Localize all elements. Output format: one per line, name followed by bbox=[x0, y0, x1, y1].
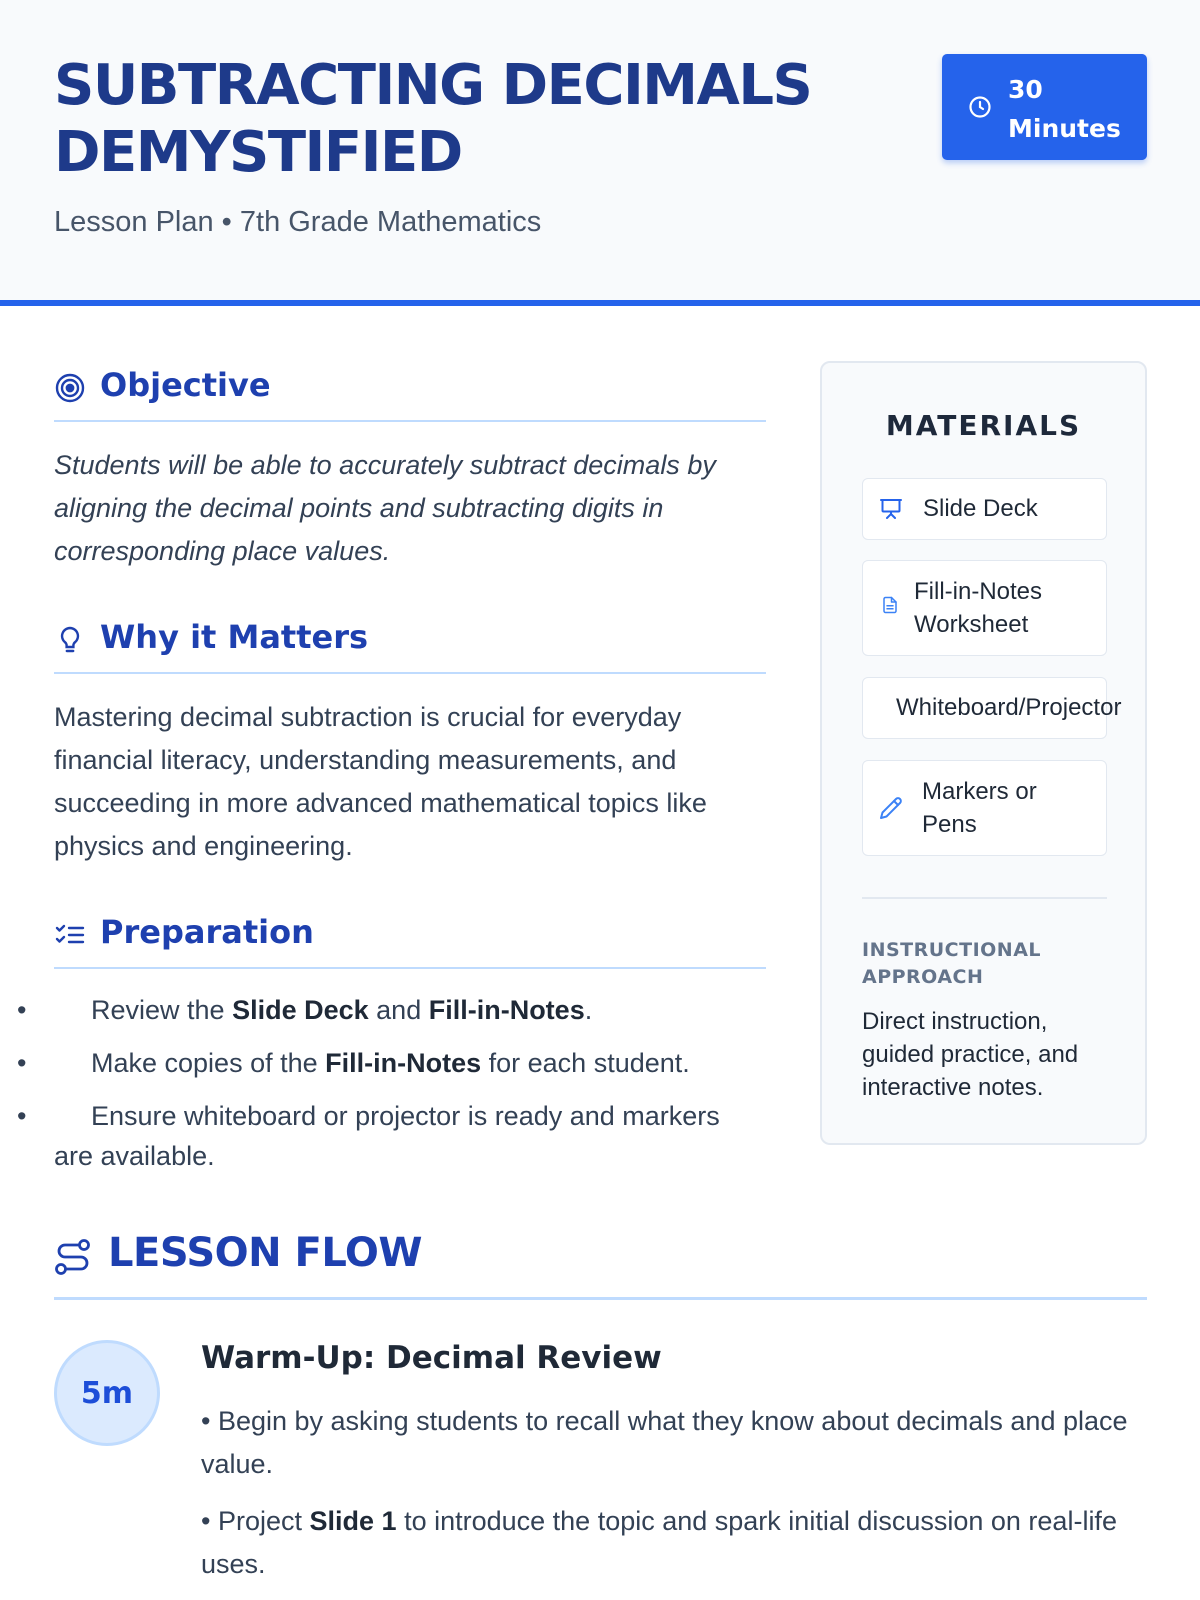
material-label: Whiteboard/Projector bbox=[896, 694, 1122, 721]
materials-panel bbox=[820, 361, 1147, 1145]
lightbulb-icon bbox=[54, 624, 86, 656]
step-time-badge: 5m bbox=[54, 1340, 160, 1446]
why-heading bbox=[54, 614, 766, 674]
step-title: Warm-Up: Decimal Review bbox=[201, 1340, 662, 1376]
material-label: Slide Deck bbox=[923, 495, 1038, 522]
header bbox=[0, 0, 1200, 306]
list-item: • Ensure whiteboard or projector is ready and markers are available. bbox=[54, 1096, 766, 1176]
material-label: Markers or Pens bbox=[922, 778, 1037, 838]
list-item: • Review the Slide Deck and Fill-in-Notes. bbox=[54, 990, 766, 1030]
materials-heading: MATERIALS bbox=[885, 409, 1082, 442]
preparation-heading bbox=[54, 909, 766, 969]
clock-icon bbox=[968, 95, 992, 119]
approach-text: Direct instruction, guided practice, and interactive notes. bbox=[862, 1008, 1079, 1101]
step-points bbox=[201, 1400, 1141, 1600]
duration-badge bbox=[942, 54, 1147, 160]
lesson-flow-heading bbox=[54, 1228, 1147, 1300]
duration-text: 30 Minutes bbox=[1008, 75, 1121, 143]
why-heading-label: Why it Matters bbox=[100, 618, 369, 656]
route-icon bbox=[54, 1238, 92, 1276]
objective-heading-label: Objective bbox=[100, 366, 271, 404]
page-title: SUBTRACTING DECIMALS DEMYSTIFIED bbox=[54, 53, 812, 185]
checklist-icon bbox=[54, 919, 86, 951]
list-item: • Project Slide 1 to introduce the topic and spark initial discussion on real-life uses. bbox=[201, 1500, 1141, 1586]
approach-label: INSTRUCTIONAL APPROACH bbox=[862, 939, 1042, 988]
page-subtitle: Lesson Plan • 7th Grade Mathematics bbox=[54, 206, 542, 238]
list-item: • Make copies of the Fill-in-Notes for each student. bbox=[54, 1043, 766, 1083]
material-item bbox=[862, 478, 1107, 540]
material-item bbox=[862, 560, 1107, 656]
materials-divider bbox=[862, 897, 1107, 899]
preparation-heading-label: Preparation bbox=[100, 913, 314, 951]
why-text: Mastering decimal subtraction is crucial for everyday financial literacy, understanding measurements, and succeeding in more advanced mathematical topics like physics and engineering. bbox=[54, 702, 707, 861]
document-icon bbox=[881, 596, 899, 614]
preparation-list bbox=[54, 990, 766, 1189]
target-icon bbox=[54, 372, 86, 404]
pencil-icon bbox=[879, 796, 903, 820]
material-item bbox=[862, 760, 1107, 856]
list-item: • Begin by asking students to recall what they know about decimals and place value. bbox=[201, 1400, 1141, 1486]
objective-text: Students will be able to accurately subtract decimals by aligning the decimal points and subtracting digits in corresponding place values. bbox=[54, 450, 716, 566]
lesson-flow-heading-label: LESSON FLOW bbox=[108, 1230, 423, 1276]
material-label: Fill-in-Notes Worksheet bbox=[914, 578, 1043, 638]
presentation-icon bbox=[879, 497, 903, 521]
material-item bbox=[862, 677, 1122, 739]
objective-heading bbox=[54, 362, 766, 422]
